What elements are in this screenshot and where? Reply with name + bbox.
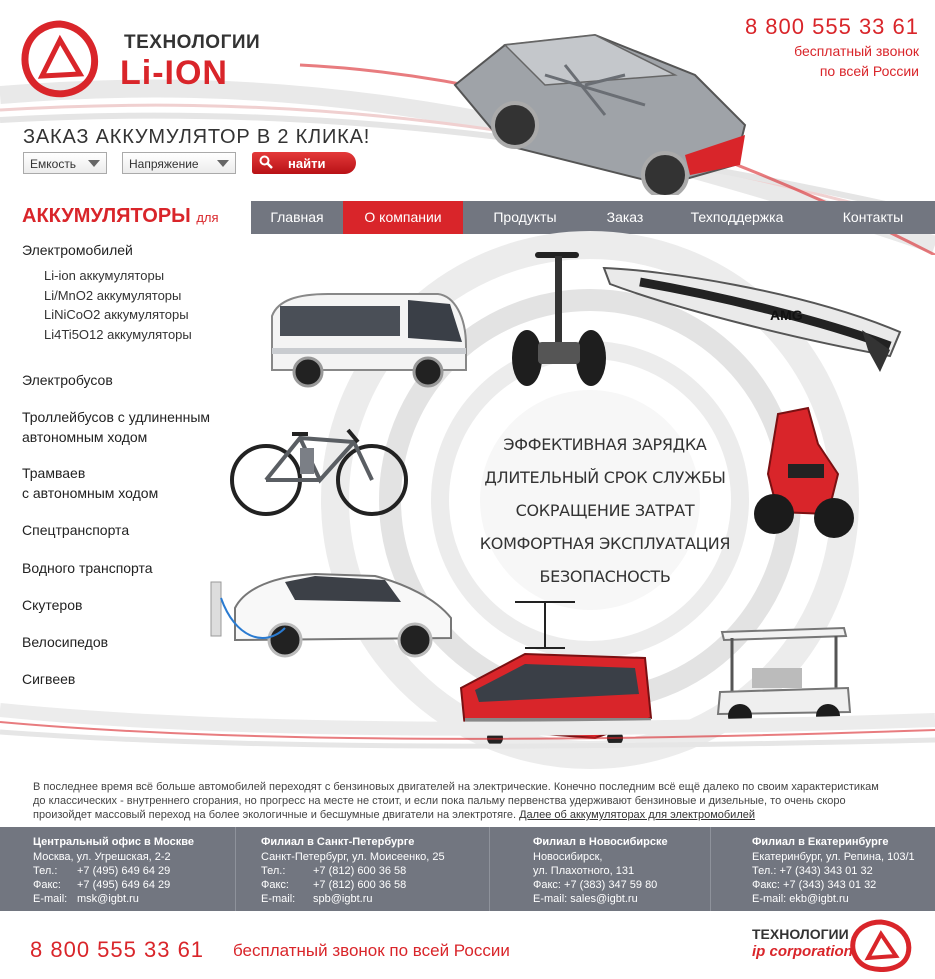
search-button[interactable]: [252, 152, 356, 174]
office-address: Екатеринбург, ул. Репина, 103/1: [752, 851, 915, 863]
logo[interactable]: [20, 18, 261, 98]
office-ekaterinburg: [752, 835, 915, 906]
office-email[interactable]: E-mail: sales@igbt.ru: [533, 893, 638, 905]
nav-item-home[interactable]: Главная: [270, 209, 324, 225]
hero-car-image: [445, 15, 755, 195]
menu-item-bicycles[interactable]: Велосипедов: [22, 634, 109, 650]
magnifier-icon: [259, 155, 273, 169]
logo-text-line2: Li-ION: [120, 54, 228, 92]
office-spb: [261, 835, 445, 906]
nav-item-order[interactable]: Заказ: [606, 209, 644, 225]
header-phone-note-2: по всей России: [819, 63, 919, 79]
submenu-item-li-ion[interactable]: Li-ion аккумуляторы: [44, 268, 165, 283]
capacity-select[interactable]: [23, 152, 107, 174]
menu-item-segways[interactable]: Сигвеев: [22, 671, 76, 687]
batteries-title-suffix: для: [196, 210, 219, 225]
office-fax: Факс: +7 (383) 347 59 80: [533, 879, 658, 891]
office-email-label: E-mail:: [261, 893, 296, 905]
feature-item: БЕЗОПАСНОСТЬ: [539, 567, 671, 586]
header-phone[interactable]: 8 800 555 33 61: [744, 14, 919, 39]
features-list: [470, 428, 740, 593]
menu-item-electric-buses[interactable]: Электробусов: [22, 372, 113, 388]
feature-item: ЭФФЕКТИВНАЯ ЗАРЯДКА: [503, 435, 707, 454]
office-email[interactable]: msk@igbt.ru: [77, 893, 139, 905]
footer-phone[interactable]: 8 800 555 33 61: [30, 937, 205, 962]
menu-item-scooters[interactable]: Скутеров: [22, 597, 83, 613]
office-novosibirsk: [533, 835, 668, 906]
intro-paragraph: В последнее время всё больше автомобилей переходят с бензиновых двигателей на электрические. Конечно последним всё ещё далеко по своим характеристикам до классических - внутреннего сгорания, но прогресс на месте не стоит, и если пока пальму первенства удерживают бензиновые и дизельные, то очень скоро произойдет массовый переход на более экологичные и бесшумные двигатели на электротяге.: [33, 781, 879, 821]
office-fax: Факс: +7 (343) 343 01 32: [752, 879, 877, 891]
office-tel[interactable]: Тел.: +7 (343) 343 01 32: [752, 865, 873, 877]
office-tel-label: Тел.:: [261, 865, 286, 877]
office-tel[interactable]: +7 (812) 600 36 58: [313, 865, 407, 877]
intro-more-link[interactable]: Далее об аккумуляторах для электромобилей: [519, 809, 756, 821]
submenu-item-li4ti5o12[interactable]: Li4Ti5O12 аккумуляторы: [44, 327, 192, 342]
intro-text: [33, 780, 893, 822]
divider: [710, 827, 711, 911]
header-phone-note-1: бесплатный звонок: [794, 43, 919, 59]
office-title: Филиал в Екатеринбурге: [752, 836, 889, 848]
chevron-down-icon: [88, 160, 100, 167]
menu-item-trams-line1: Трамваев: [22, 465, 86, 481]
logo-triangle-icon: [20, 18, 100, 98]
segway-image[interactable]: [510, 248, 608, 390]
boat-brand-label: AMG: [770, 307, 803, 323]
electric-car-image[interactable]: [205, 558, 460, 658]
nav-item-contacts[interactable]: Контакты: [842, 209, 904, 225]
office-fax-label: Факс:: [261, 879, 289, 891]
feature-item: КОМФОРТНАЯ ЭКСПЛУАТАЦИЯ: [479, 534, 731, 553]
footer-phone-note: бесплатный звонок по всей России: [233, 941, 510, 960]
batteries-title: [22, 205, 219, 228]
office-fax: +7 (812) 600 36 58: [313, 879, 407, 891]
office-address: Москва, ул. Угрешская, 2-2: [33, 851, 171, 863]
menu-item-trams[interactable]: [22, 463, 158, 503]
divider: [489, 827, 490, 911]
feature-item: ДЛИТЕЛЬНЫЙ СРОК СЛУЖБЫ: [484, 468, 726, 487]
office-title: Филиал в Санкт-Петербурге: [261, 836, 415, 848]
voltage-select[interactable]: [122, 152, 236, 174]
search-button-label: найти: [288, 156, 326, 171]
menu-item-trams-line2: с автономным ходом: [22, 485, 159, 501]
menu-item-trolleybuses[interactable]: [22, 407, 210, 447]
capacity-select-value: Емкость: [30, 157, 77, 171]
office-tel-label: Тел.:: [33, 865, 58, 877]
nav-item-support[interactable]: Техподдержка: [690, 209, 784, 225]
nav-item-about[interactable]: О компании: [343, 201, 463, 234]
bicycle-image[interactable]: [228, 418, 410, 518]
feature-item: СОКРАЩЕНИЕ ЗАТРАТ: [515, 501, 695, 520]
office-address-2: ул. Плахотного, 131: [533, 865, 635, 877]
divider: [235, 827, 236, 911]
voltage-select-value: Напряжение: [129, 157, 199, 171]
office-title: Филиал в Новосибирске: [533, 836, 668, 848]
office-email[interactable]: spb@igbt.ru: [313, 893, 373, 905]
menu-item-electric-cars[interactable]: Электромобилей: [22, 242, 133, 258]
menu-item-trolleybuses-line2: автономным ходом: [22, 429, 148, 445]
header-phone-block: [745, 14, 919, 80]
nav-item-products[interactable]: Продукты: [493, 209, 557, 225]
office-tel[interactable]: +7 (495) 649 64 29: [77, 865, 171, 877]
footer-logo-line2: ip corporation: [752, 943, 853, 960]
menu-item-special-transport[interactable]: Спецтранспорта: [22, 522, 130, 538]
submenu-item-limno2[interactable]: Li/MnO2 аккумуляторы: [44, 288, 182, 303]
chevron-down-icon: [217, 160, 229, 167]
menu-item-water-transport[interactable]: Водного транспорта: [22, 560, 153, 576]
office-moscow: [33, 835, 194, 906]
scooter-image[interactable]: [748, 404, 858, 544]
decorative-swoosh-bottom: [0, 700, 935, 760]
office-address-1: Новосибирск,: [533, 851, 603, 863]
office-fax-label: Факс:: [33, 879, 61, 891]
order-title: ЗАКАЗ АККУМУЛЯТОР В 2 КЛИКА!: [23, 126, 371, 148]
logo-text-line1: ТЕХНОЛОГИИ: [124, 32, 261, 53]
batteries-title-text: АККУМУЛЯТОРЫ: [22, 205, 191, 227]
offices-bar: [0, 827, 935, 911]
boat-image[interactable]: [600, 260, 930, 376]
footer-logo-icon[interactable]: [848, 918, 914, 972]
footer-logo-line1: ТЕХНОЛОГИИ: [752, 926, 849, 942]
office-fax: +7 (495) 649 64 29: [77, 879, 171, 891]
bus-image[interactable]: [268, 286, 470, 394]
office-email-label: E-mail:: [33, 893, 68, 905]
office-email[interactable]: E-mail: ekb@igbt.ru: [752, 893, 849, 905]
submenu-item-linicoo2[interactable]: LiNiCoO2 аккумуляторы: [44, 307, 189, 322]
menu-item-trolleybuses-line1: Троллейбусов с удлиненным: [22, 409, 211, 425]
office-title: Центральный офис в Москве: [33, 836, 194, 848]
office-address: Санкт-Петербург, ул. Моисеенко, 25: [261, 851, 445, 863]
